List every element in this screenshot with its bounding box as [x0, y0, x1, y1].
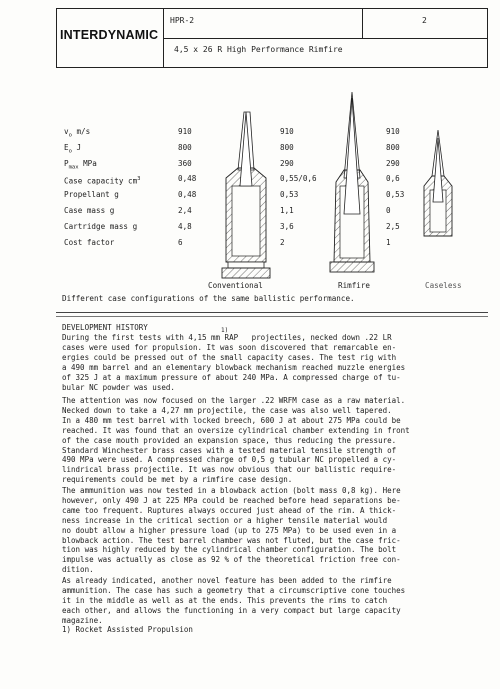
- spec-value: 0,48: [178, 190, 197, 200]
- footnote: 1) Rocket Assisted Propulsion: [62, 625, 193, 634]
- spec-value: 0,53: [386, 190, 405, 200]
- text-line: a 490 mm barrel and an elementary blowback mechanism reached muzzle energies: [62, 362, 406, 372]
- column-label-rimfire: Rimfire: [338, 281, 371, 290]
- page-number: 2: [422, 16, 427, 25]
- spec-value: 0,55/0,6: [280, 174, 317, 184]
- text-line: reached. It was found that an oversize cylindrical chamber extending in front: [62, 425, 410, 435]
- text-line: The attention was now focused on the larger .22 WRFM case as a raw material.: [62, 396, 406, 405]
- text-line: As already indicated, another novel feature has been added to the rimfire: [62, 576, 392, 585]
- cartridge-drawings: [0, 0, 500, 320]
- spec-value: 2: [280, 237, 285, 247]
- text-line: Standard Winchester brass cases with a tested material tensile strength of: [62, 445, 397, 455]
- text-line: ness increase in the critical section or a higher tensile material would: [62, 515, 388, 525]
- text-line: blowback action. The test barrel chamber was not fluted, but the case fric-: [62, 535, 401, 545]
- document-subtitle: 4,5 x 26 R High Performance Rimfire: [174, 45, 343, 54]
- section-heading: DEVELOPMENT HISTORY: [62, 323, 148, 332]
- text-line: each other, and allows the functioning in a very compact but large capacity: [62, 605, 401, 615]
- subscript: o: [68, 148, 72, 155]
- section-divider: [56, 312, 488, 313]
- company-logo: INTERDYNAMIC: [60, 28, 159, 42]
- spec-label: $E_o$ J: [64, 142, 82, 155]
- caseless-cartridge-drawing: [424, 130, 452, 236]
- spec-value: 360: [178, 158, 192, 168]
- footnote-marker: 1): [221, 327, 229, 334]
- spec-value: 0: [386, 206, 391, 215]
- text-line: no doubt allow a higher pressure load (up to 275 MPa) to be used even in a: [62, 525, 397, 535]
- text-line: requirements could be met by a rimfire case design.: [62, 475, 293, 485]
- spec-value: 910: [178, 127, 192, 136]
- spec-value: 1: [386, 237, 391, 247]
- spec-value: 800: [280, 142, 294, 152]
- document-code: HPR-2: [170, 16, 195, 25]
- spec-label: Cost factor: [64, 237, 115, 247]
- spec-label: $P_{max}$ MPa: [64, 158, 97, 171]
- subscript: o: [68, 132, 72, 139]
- spec-value: 290: [386, 158, 400, 168]
- text-line: magazine.: [62, 615, 103, 625]
- spec-value: 910: [280, 127, 294, 136]
- spec-value: 290: [280, 158, 294, 168]
- text-line: Necked down to take a 4,27 mm projectile, the case was also well tapered.: [62, 405, 392, 415]
- text-line: In a 480 mm test barrel with locked breech, 600 J at about 275 MPa could be: [62, 415, 401, 425]
- column-label-conventional: Conventional: [208, 281, 263, 290]
- text-line: bular NC powder was used.: [62, 382, 175, 392]
- spec-label: Case mass g: [64, 206, 115, 215]
- text-line: ergies could be pressed out of the small capacity cases. The test rig with: [62, 352, 397, 362]
- text-line: came too frequent. Ruptures always occured just ahead of the rim. A thick-: [62, 505, 397, 515]
- text-line: of the case mouth provided an expansion space, thus reducing the pressure.: [62, 435, 397, 445]
- text-line: cases were used for propulsion. It was soon discovered that remarcable en-: [62, 342, 397, 352]
- text-line: impulse was actually as close as 92 % of the theoretical friction free con-: [62, 555, 401, 565]
- spec-value: 800: [178, 142, 192, 152]
- spec-value: 6: [178, 237, 183, 247]
- spec-value: 1,1: [280, 206, 294, 215]
- conventional-cartridge-drawing: [222, 112, 270, 278]
- spec-value: 0,6: [386, 174, 400, 184]
- spec-value: 800: [386, 142, 400, 152]
- column-label-caseless: Caseless: [425, 281, 462, 290]
- superscript: 3: [137, 176, 141, 183]
- spec-value: 910: [386, 127, 400, 136]
- text-line: tion was highly reduced by the cylindrical chamber configuration. The bolt: [62, 545, 397, 555]
- text-line: During the first tests with 4,15 mm RAP projectiles, necked down .22 LR: [62, 333, 392, 342]
- text-line: ammunition. The case has such a geometry that a circumscriptive cone touches: [62, 585, 406, 595]
- text-line: of 325 J at a maximum pressure of about 240 MPa. A compressed charge of tu-: [62, 372, 401, 382]
- spec-label: Case capacity $cm^3$: [64, 176, 141, 186]
- text-line: however, only 490 J at 225 MPa could be reached before head separations be-: [62, 495, 401, 505]
- spec-label: Propellant g: [64, 190, 119, 200]
- spec-value: 3,6: [280, 221, 294, 231]
- spec-value: 0,53: [280, 190, 299, 200]
- spec-label: $v_o$ m/s: [64, 127, 91, 139]
- text-line: 490 MPa were used. A compressed charge of 0,5 g tubular NC propelled a cy-: [62, 455, 397, 465]
- subscript: max: [68, 164, 79, 171]
- spec-value: 2,5: [386, 221, 400, 231]
- figure-caption: Different case configurations of the same ballistic performance.: [62, 294, 355, 303]
- rimfire-cartridge-drawing: [330, 92, 374, 272]
- spec-value: 4,8: [178, 221, 192, 231]
- text-line: lindrical brass projectile. It was now obvious that our ballistic require-: [62, 465, 397, 475]
- text-line: it in the middle as well as at the ends. This prevents the rims to catch: [62, 595, 388, 605]
- spec-value: 0,48: [178, 174, 197, 184]
- spec-label: Cartridge mass g: [64, 221, 138, 231]
- section-divider: [56, 316, 488, 317]
- spec-value: 2,4: [178, 206, 192, 215]
- text-line: dition.: [62, 565, 94, 575]
- text-line: The ammunition was now tested in a blowback action (bolt mass 0,8 kg). Here: [62, 486, 401, 495]
